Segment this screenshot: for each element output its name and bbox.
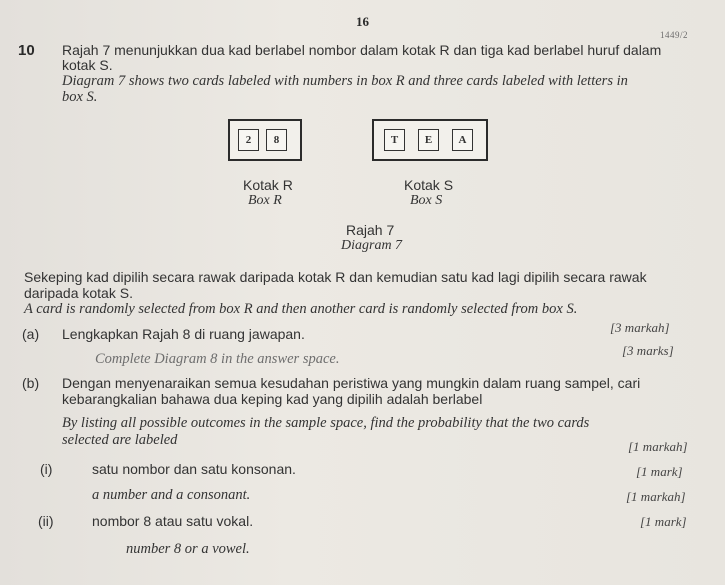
box-s-label-english: Box S [410, 193, 443, 208]
part-a-english: Complete Diagram 8 in the answer space. [95, 351, 340, 367]
part-b-i-marks-english: [1 mark] [636, 464, 683, 479]
part-b-i-marks-malay: [1 markah] [628, 439, 688, 454]
question-number: 10 [18, 42, 35, 59]
part-b-malay-line2: kebarangkalian bahawa dua keping kad yang dipilih adalah berlabel [62, 391, 483, 407]
stem-malay-line1: Sekeping kad dipilih secara rawak daripada kotak R dan kemudian satu kad lagi dipilih secara rawak [24, 269, 647, 285]
stem-english: A card is randomly selected from box R and then another card is randomly selected from box S. [24, 301, 578, 317]
part-b-i-malay: satu nombor dan satu konsonan. [92, 461, 296, 477]
box-r-label-malay: Kotak R [243, 177, 293, 193]
card-letter-e: E [418, 129, 439, 151]
part-b-i-label: (i) [40, 461, 53, 477]
box-r-label-english: Box R [248, 193, 282, 208]
box-s [372, 119, 488, 161]
part-b-ii-marks-english: [1 mark] [640, 514, 687, 529]
part-a-marks-english: [3 marks] [622, 343, 674, 358]
part-b-label: (b) [22, 375, 40, 391]
part-a-label: (a) [22, 326, 40, 342]
card-number-2: 2 [238, 129, 259, 151]
stem-malay-line2: daripada kotak S. [24, 285, 133, 301]
diagram-caption-english: Diagram 7 [341, 238, 403, 253]
part-b-i-english: a number and a consonant. [92, 487, 251, 503]
part-b-ii-label: (ii) [38, 513, 54, 529]
box-r [228, 119, 302, 161]
part-b-english-line2: selected are labeled [62, 432, 178, 448]
part-a-malay: Lengkapkan Rajah 8 di ruang jawapan. [62, 326, 305, 342]
card-letter-t: T [384, 129, 405, 151]
box-s-label-malay: Kotak S [404, 177, 454, 193]
part-b-english-line1: By listing all possible outcomes in the sample space, find the probability that the two cards [62, 415, 590, 431]
part-b-ii-english: number 8 or a vowel. [126, 541, 250, 557]
page-number: 16 [356, 14, 369, 29]
card-number-8: 8 [266, 129, 287, 151]
part-a-marks-malay: [3 markah] [610, 320, 670, 335]
part-b-ii-malay: nombor 8 atau satu vokal. [92, 513, 254, 529]
intro-english-line2: box S. [62, 89, 98, 105]
intro-malay-line1: Rajah 7 menunjukkan dua kad berlabel nombor dalam kotak R dan tiga kad berlabel huruf dalam [62, 42, 662, 58]
part-b-ii-marks-malay: [1 markah] [626, 489, 686, 504]
diagram-caption-malay: Rajah 7 [346, 222, 395, 238]
intro-malay-line2: kotak S. [62, 57, 113, 73]
part-b-malay-line1: Dengan menyenaraikan semua kesudahan peristiwa yang mungkin dalam ruang sampel, cari [62, 375, 641, 391]
intro-english-line1: Diagram 7 shows two cards labeled with numbers in box R and three cards labeled with letters in [62, 73, 628, 89]
card-letter-a: A [452, 129, 473, 151]
paper-code: 1449/2 [660, 30, 689, 40]
